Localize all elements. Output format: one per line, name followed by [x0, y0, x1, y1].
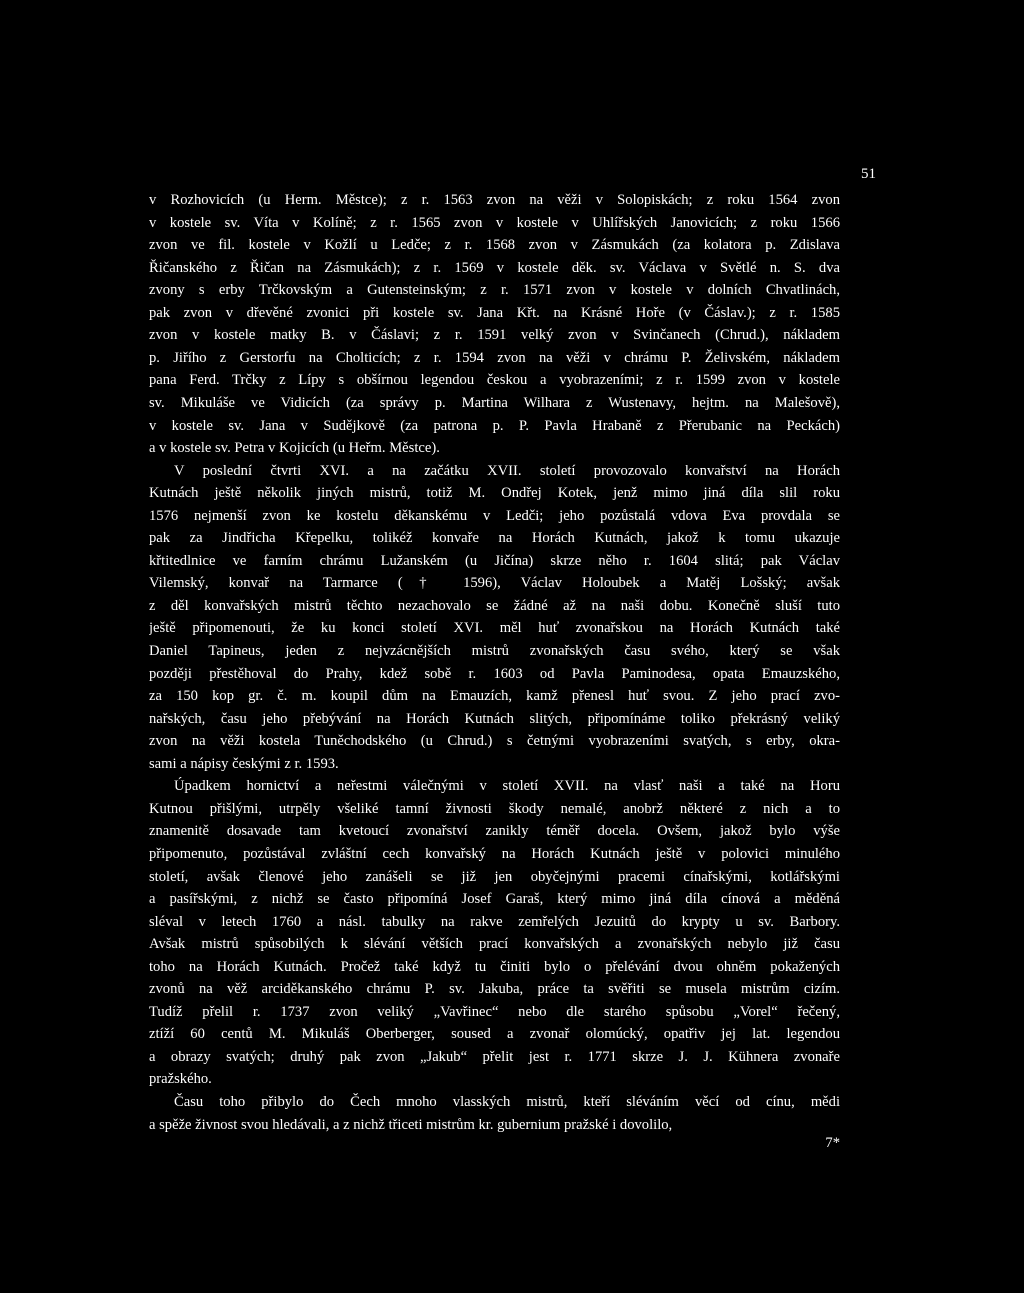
text-line: pana Ferd. Trčky z Lípy s obšírnou legendou českou a vyobrazeními; z r. 1599 zvon v kostele	[149, 372, 840, 389]
text-line: zvon v kostele matky B. v Čáslavi; z r. 1591 velký zvon v Svinčanech (Chrud.), nákladem	[149, 327, 840, 344]
text-line: toho na Horách Kutnách. Pročež také když tu činiti bylo o přelévání dvou ohněm pokažených	[149, 958, 840, 975]
text-line: křtitedlnice ve farním chrámu Lužanském (u Jičína) skrze něho r. 1604 slitá; pak Václav	[149, 552, 840, 569]
text-line: sami a nápisy českými z r. 1593.	[149, 755, 339, 772]
text-line: zvon ve fil. kostele v Kožlí u Ledče; z r. 1568 zvon v Zásmukách (za kolatora p. Zdislava	[149, 237, 840, 254]
text-line: p. Jiřího z Gerstorfu na Cholticích; z r. 1594 zvon na věži v chrámu P. Želivském, nákladem	[149, 349, 840, 366]
text-line: a obrazy svatých; druhý pak zvon „Jakub“ přelit jest r. 1771 skrze J. J. Kühnera zvonaře	[149, 1048, 840, 1065]
text-line: V poslední čtvrti XVI. a na začátku XVII. století provozovalo konvařství na Horách	[174, 462, 840, 479]
text-line: a v kostele sv. Petra v Kojicích (u Heřm. Městce).	[149, 440, 440, 457]
text-line: Kutnou přišlými, utrpěly všeliké tamní živnosti škody nemalé, anobrž některé z nich a to	[149, 800, 840, 817]
text-line: zvon na věži kostela Tuněchodského (u Chrud.) s četnými vyobrazeními svatých, s erby, okra-	[149, 733, 840, 750]
text-line: Kutnách ještě několik jiných mistrů, totiž M. Ondřej Kotek, jenž mimo jiná díla slil roku	[149, 485, 840, 502]
text-line: zvonů na věž arciděkanského chrámu P. sv. Jakuba, práce ta svěřiti se musela mistrům cizím.	[149, 981, 840, 998]
text-line: Avšak mistrů spůsobilých k slévání větších prací konvařských a zvonařských nebylo již času	[149, 936, 840, 953]
text-line: později přestěhoval do Prahy, kdež sobě r. 1603 od Pavla Paminodesa, opata Emauzského,	[149, 665, 840, 682]
text-line: nařských, času jeho přebývání na Horách Kutnách slitých, připomínáme toliko překrásný veliký	[149, 710, 840, 727]
text-line: Vilemský, konvař na Tarmarce († 1596), Václav Holoubek a Matěj Lošský; avšak	[149, 575, 840, 592]
text-line: 1576 nejmenší zvon ke kostelu děkanskému v Ledči; jeho pozůstalá vdova Eva provdala se	[149, 507, 840, 524]
text-line: v kostele sv. Víta v Kolíně; z r. 1565 zvon v kostele v Uhlířských Janovicích; z roku 1566	[149, 214, 840, 231]
text-line: Řičanského z Řičan na Zásmukách); z r. 1569 v kostele děk. sv. Václava v Světlé n. S. dva	[149, 259, 840, 276]
text-line: pražského.	[149, 1071, 212, 1088]
text-line: Tudíž přelil r. 1737 zvon veliký „Vavřinec“ nebo dle starého spůsobu „Vorel“ řečený,	[149, 1003, 840, 1020]
text-line: Času toho přibylo do Čech mnoho vlasských mistrů, kteří sléváním věcí od cínu, mědi	[174, 1094, 840, 1110]
text-line: a spěže živnost svou hledávali, a z nichž třiceti mistrům kr. gubernium pražské i dovolilo,	[149, 1116, 673, 1133]
sheet-signature: 7*	[825, 1135, 840, 1151]
text-line: v Rozhovicích (u Herm. Městce); z r. 1563 zvon na věži v Solopiskách; z roku 1564 zvon	[149, 192, 840, 208]
text-line: století, avšak členové jeho zanášeli se již jen obyčejnými pracemi cínařskými, kotlářskými	[149, 868, 840, 885]
text-line: znamenitě dosavade tam kvetoucí zvonařství zanikly téměř docela. Ovšem, jakož bylo výše	[149, 823, 840, 840]
text-line: z děl konvařských mistrů těchto nezachovalo se žádné až na naši dobu. Konečně sluší tuto	[149, 597, 840, 614]
text-line: a pasířskými, z nichž se často připomíná Josef Garaš, který mimo jiná díla cínová a měděná	[149, 891, 840, 908]
text-line: sléval v letech 1760 a násl. tabulky na rakve zemřelých Jezuitů do krypty u sv. Barbory.	[149, 913, 840, 930]
text-line: Úpadkem hornictví a neřestmi válečnými v století XVII. na vlasť naši a také na Horu	[174, 778, 840, 795]
text-line: ztíží 60 centů M. Mikuláš Oberberger, soused a zvonař olomúcký, opatřiv jej lat. legendou	[149, 1026, 840, 1043]
text-line: pak za Jindřicha Křepelku, tolikéž konvaře na Horách Kutnách, jakož k tomu ukazuje	[149, 530, 840, 547]
text-line: za 150 kop gr. č. m. koupil dům na Emauzích, kamž přenesl huť svou. Z jeho prací zvo-	[149, 688, 840, 705]
text-line: zvony s erby Trčkovským a Gutensteinským; z r. 1571 zvon v kostele v dolních Chvatlinách,	[149, 282, 840, 299]
text-line: sv. Mikuláše ve Vidicích (za správy p. Martina Wilhara z Wustenavy, hejtm. na Malešově),	[149, 394, 840, 411]
text-line: Daniel Tapineus, jeden z nejvzácnějších mistrů zvonařských času svého, který se však	[149, 643, 840, 659]
text-line: pak zvon v dřevěné zvonici při kostele sv. Jana Křt. na Krásné Hoře (v Čáslav.); z r. 1585	[149, 304, 840, 321]
text-line: v kostele sv. Jana v Sudějkově (za patrona p. P. Pavla Hrabaně z Přerubanic na Peckách)	[149, 417, 840, 434]
page-number: 51	[861, 166, 876, 182]
text-line: ještě připomenouti, že ku konci století XVI. měl huť zvonařskou na Horách Kutnách také	[149, 620, 840, 637]
text-line: připomenuto, pozůstával zvláštní cech konvařský na Horách Kutnách ještě v polovici minulého	[149, 845, 840, 862]
